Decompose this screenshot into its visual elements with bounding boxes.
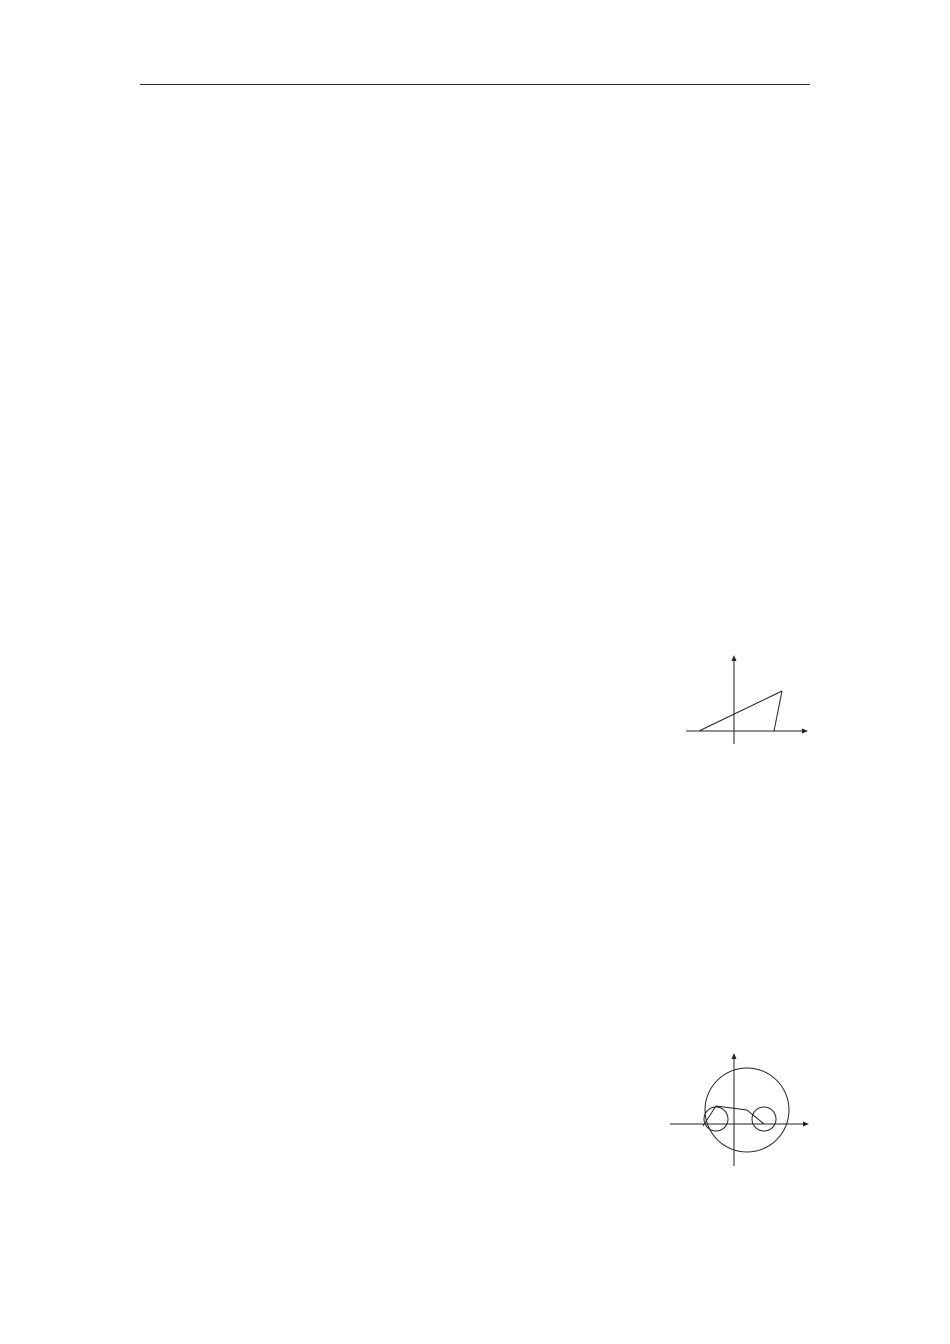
figure-moving-circle — [668, 1050, 813, 1172]
figure-triangle-abc — [682, 652, 812, 751]
header-rule — [140, 84, 810, 85]
